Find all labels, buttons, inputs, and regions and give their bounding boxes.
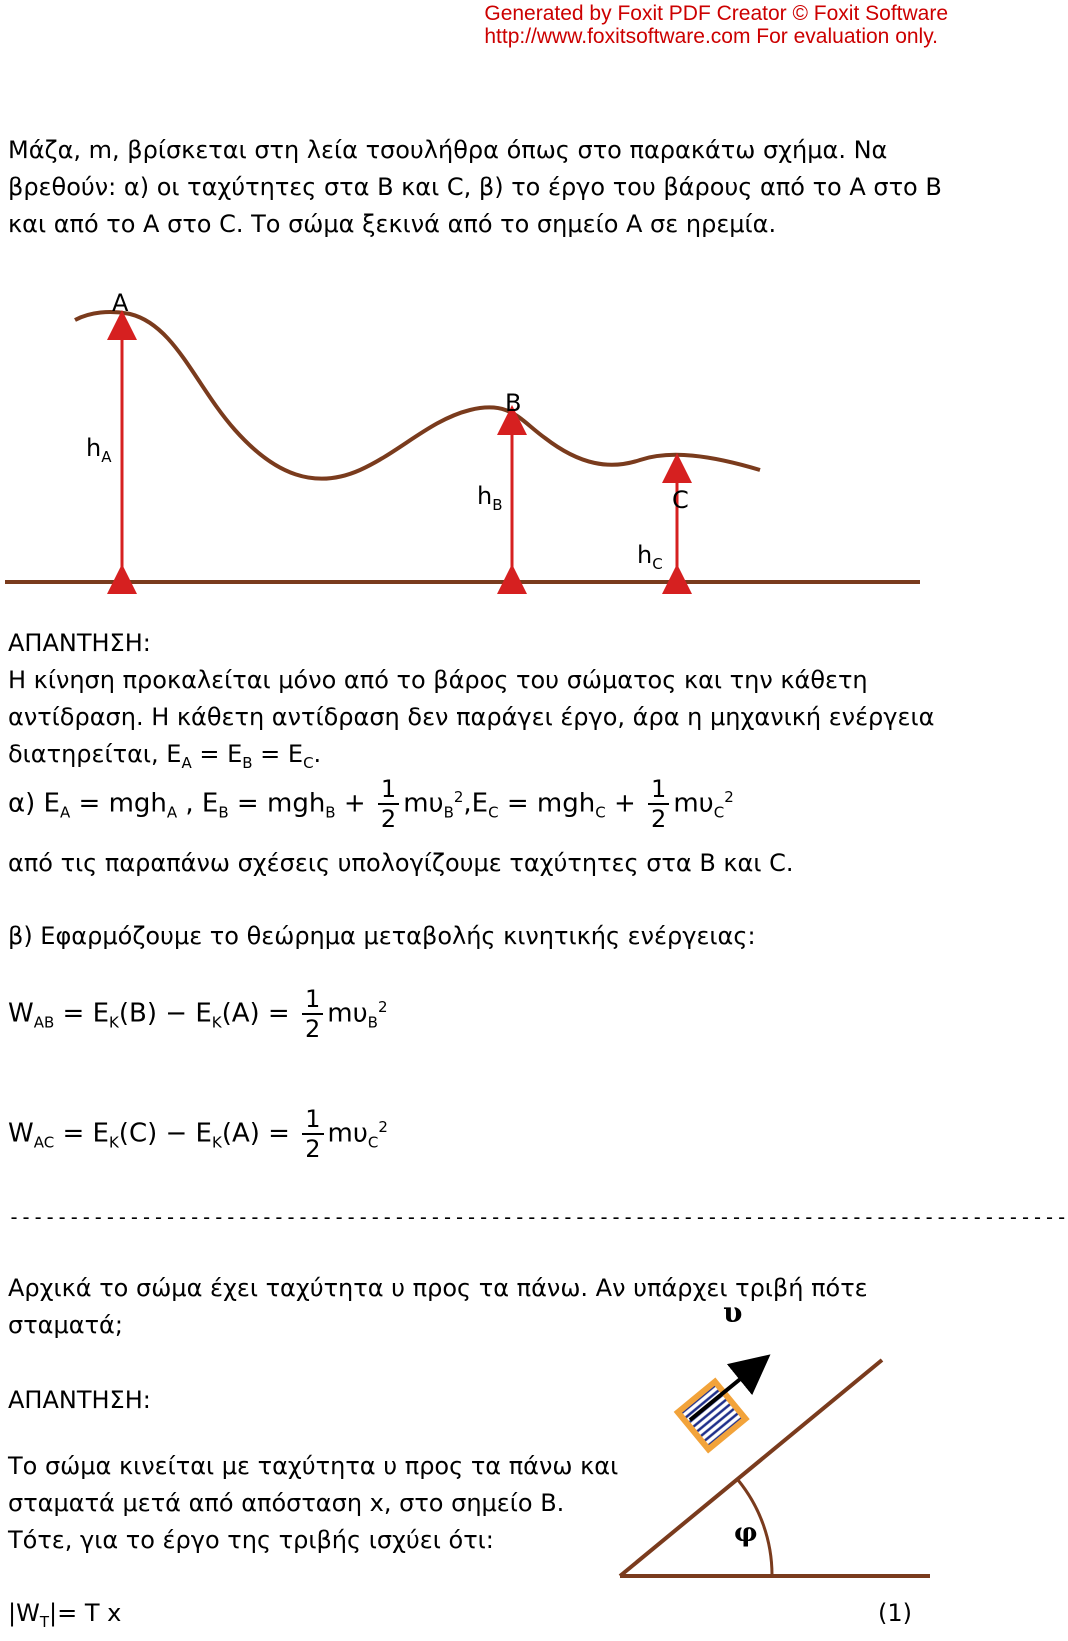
point-label-c: C: [672, 486, 689, 514]
eq-a-eb-sub: B: [218, 803, 229, 822]
w-ab-k2: K: [211, 1013, 222, 1032]
answer1-heading: ΑΠΑΝΤΗΣΗ:: [8, 629, 151, 657]
conservation-text: διατηρείται, E: [8, 740, 182, 768]
eq-a-prefix: α) E: [8, 788, 60, 819]
w-ab-eq: = E: [54, 998, 110, 1029]
foxit-watermark: [484, 2, 948, 48]
w-ab-k1: K: [109, 1013, 119, 1032]
height-label-b: [477, 478, 503, 524]
fraction-half-2: [648, 775, 669, 833]
answer2-line-3: Τότε, για το έργο της τριβής ισχύει ότι:: [8, 1526, 494, 1554]
w-ac-sub: AC: [33, 1133, 55, 1152]
eq-a-mgh-b: = mgh: [228, 788, 326, 819]
sub-c: C: [303, 753, 314, 772]
point-label-a: A: [112, 289, 129, 317]
w-ab-sub: AB: [33, 1013, 55, 1032]
answer1-line-2: αντίδραση. Η κάθετη αντίδραση δεν παράγει έργο, άρα η μηχανική ενέργεια: [8, 703, 935, 731]
frac-num-2: 1: [648, 775, 669, 805]
slide-diagram: [0, 270, 960, 590]
eq-a-ec-sub: C: [488, 803, 499, 822]
section-separator: ----------------------------------------------------------------------------------------: [8, 1205, 1068, 1229]
frac-den-3: 2: [304, 1015, 321, 1043]
height-label-a: [86, 430, 111, 476]
height-label-c: [637, 537, 663, 583]
equals-ec: = E: [252, 740, 304, 768]
fw-sub: T: [39, 1612, 49, 1631]
work-equation-ab: [8, 985, 387, 1043]
point-label-b: B: [505, 389, 522, 417]
frac-den-2: 2: [651, 805, 667, 833]
answer1-block: [8, 625, 934, 782]
eq-a-sq-1: 2: [453, 787, 464, 806]
frac-num-1: 1: [378, 775, 399, 805]
w-ac-eq: = E: [54, 1118, 109, 1149]
part-b-text: β) Εφαρμόζουμε το θεώρημα μεταβολής κινητικής ενέργειας:: [8, 922, 756, 950]
eq-a-mv-c: mυ: [673, 788, 714, 819]
frac-den-1: 2: [380, 805, 397, 833]
eq-a-mgh-c-sub: C: [595, 803, 606, 822]
sub-a: A: [181, 753, 192, 772]
eq-a-ec: ,E: [463, 788, 489, 819]
w-ab-symbol: W: [8, 998, 34, 1029]
eq-a-mgh-c: = mgh: [498, 788, 596, 819]
equals-eb: = E: [191, 740, 243, 768]
eq-a-plus-1: +: [335, 788, 374, 819]
w-ac-mv: mυ: [327, 1118, 368, 1149]
height-label-b-h: h: [477, 482, 493, 510]
energy-equation-a: [8, 775, 734, 833]
fraction-half-4: [302, 1105, 323, 1163]
answer2-line-1: Το σώμα κινείται με ταχύτητα υ προς τα πάνω και: [8, 1452, 619, 1480]
w-ac-arg2: (A) =: [221, 1118, 299, 1149]
w-ac-mv-sub: C: [367, 1133, 379, 1152]
height-label-a-sub: A: [101, 447, 112, 466]
height-label-b-sub: B: [492, 495, 503, 514]
answer2-heading: ΑΠΑΝΤΗΣΗ:: [8, 1386, 151, 1414]
eq-a-mgh-b-sub: B: [325, 803, 336, 822]
answer1-line-1: Η κίνηση προκαλείται μόνο από το βάρος του σώματος και την κάθετη: [8, 666, 868, 694]
period: .: [313, 740, 322, 768]
w-ac-k2: K: [211, 1133, 222, 1152]
watermark-line-2: http://www.foxitsoftware.com For evaluation only.: [484, 25, 938, 48]
fraction-half-3: [302, 985, 323, 1043]
eq-a-sq-2: 2: [724, 787, 734, 806]
incline-diagram: [620, 1350, 940, 1590]
eq-a-mv-c-sub: C: [713, 803, 725, 822]
equation-number: (1): [878, 1599, 912, 1627]
problem1-line-3: και από το A στο C. Το σώμα ξεκινά από το σημείο A σε ηρεμία.: [8, 210, 777, 238]
eq-a-mgh-a: = mgh: [70, 788, 167, 819]
eq-a-mgh-a-sub: A: [166, 803, 178, 822]
problem2-line-2: σταματά;: [8, 1311, 123, 1339]
w-ac-k1: K: [108, 1133, 119, 1152]
frac-den-4: 2: [305, 1135, 321, 1163]
friction-work-equation: [8, 1595, 121, 1641]
fw-prefix: |W: [8, 1599, 40, 1627]
velocity-label: υ: [723, 1296, 743, 1329]
w-ab-arg2: (A) =: [221, 998, 298, 1029]
problem1-line-1: Μάζα, m, βρίσκεται στη λεία τσουλήθρα όπως στο παρακάτω σχήμα. Να: [8, 136, 888, 164]
frac-num-4: 1: [302, 1105, 323, 1135]
problem1-line-2: βρεθούν: α) οι ταχύτητες στα B και C, β) το έργο του βάρους από το A στο B: [8, 173, 942, 201]
w-ab-sq: 2: [377, 997, 388, 1016]
sub-b: B: [242, 753, 253, 772]
w-ac-symbol: W: [8, 1118, 34, 1149]
w-ac-sq: 2: [378, 1117, 388, 1136]
fw-rest: |= T x: [49, 1599, 122, 1627]
slide-track: [75, 312, 760, 479]
eq-a-mv-b-sub: B: [443, 803, 454, 822]
eq-a-mv-b: mυ: [403, 788, 444, 819]
problem2-line-1: Αρχικά το σώμα έχει ταχύτητα υ προς τα πάνω. Αν υπάρχει τριβή πότε: [8, 1274, 868, 1302]
answer2-line-2: σταματά μετά από απόσταση x, στο σημείο B.: [8, 1489, 565, 1517]
w-ab-arg1: (B) − E: [118, 998, 212, 1029]
fraction-half-1: [378, 775, 399, 833]
height-label-c-h: h: [637, 541, 653, 569]
frac-num-3: 1: [302, 985, 323, 1015]
sliding-block: [678, 1382, 746, 1450]
work-equation-ac: [8, 1105, 388, 1163]
w-ab-mv: mυ: [327, 998, 368, 1029]
problem1-text: [8, 132, 942, 243]
watermark-line-1: Generated by Foxit PDF Creator © Foxit Software: [484, 2, 948, 25]
height-label-a-h: h: [86, 434, 102, 462]
eq-a-plus-2: +: [605, 788, 645, 819]
eq-a-sub-a: A: [59, 803, 71, 822]
height-label-c-sub: C: [652, 554, 663, 573]
eq-a-eb: , E: [177, 788, 219, 819]
w-ab-mv-sub: B: [367, 1013, 378, 1032]
answer2-text: [8, 1448, 618, 1559]
w-ac-arg1: (C) − E: [118, 1118, 212, 1149]
after-equation-text: από τις παραπάνω σχέσεις υπολογίζουμε ταχύτητες στα B και C.: [8, 849, 794, 877]
angle-label-phi: φ: [734, 1518, 758, 1548]
